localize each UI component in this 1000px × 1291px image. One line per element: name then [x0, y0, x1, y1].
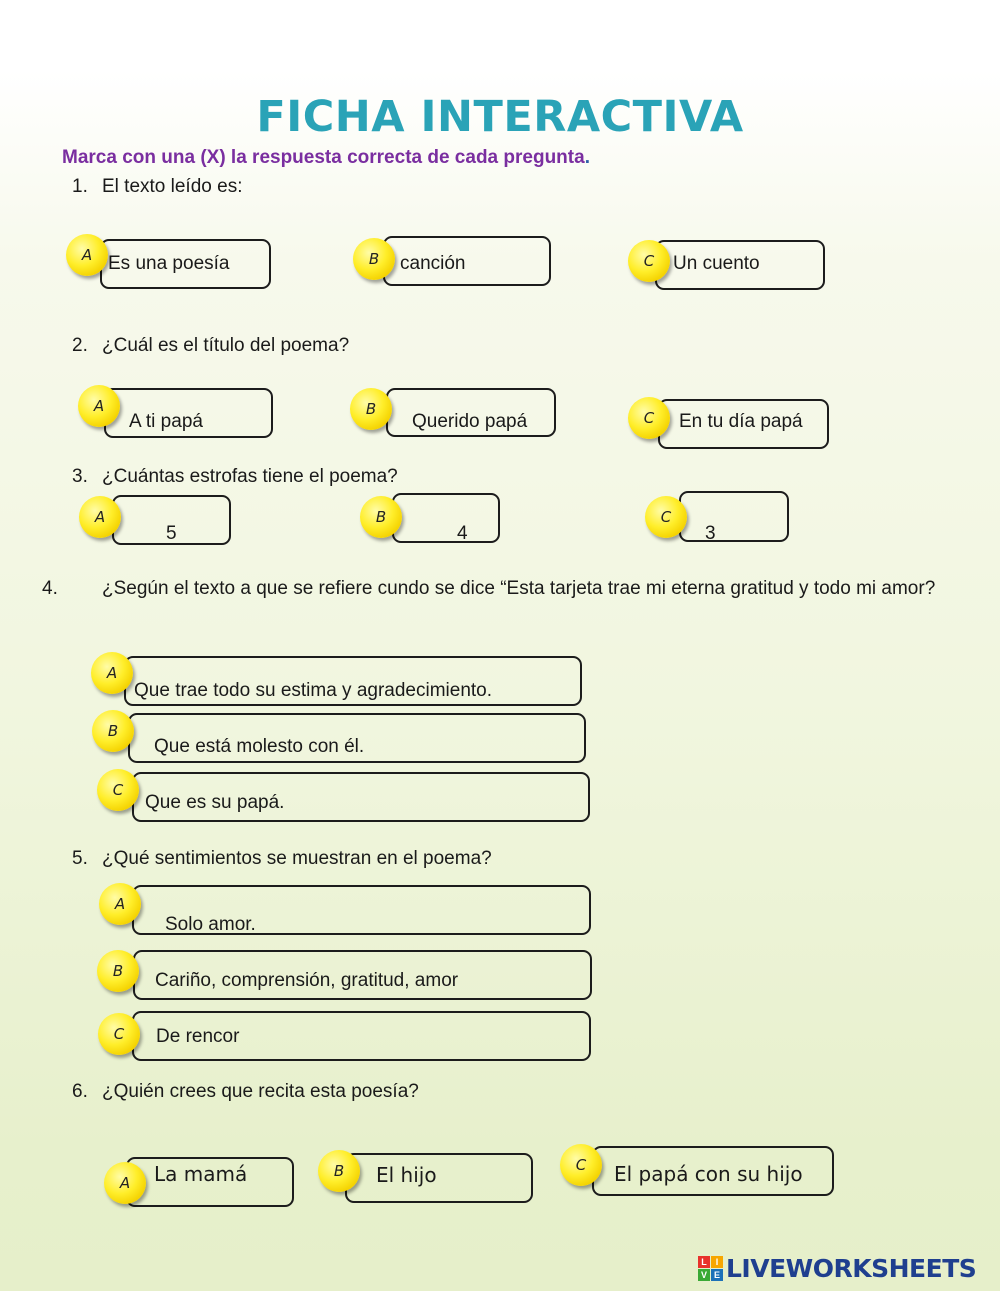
question-text: ¿Cuántas estrofas tiene el poema?	[102, 466, 398, 487]
answer-option-6c[interactable]	[592, 1146, 834, 1196]
instruction-period: .	[584, 147, 590, 168]
option-label: Es una poesía	[108, 253, 230, 274]
question-number: 2.	[72, 335, 88, 356]
page-title: FICHA INTERACTIVA	[256, 92, 744, 142]
option-b-coin[interactable]: B	[350, 388, 392, 430]
question-2	[72, 332, 349, 360]
question-4	[42, 575, 972, 603]
option-label: 3	[705, 523, 716, 544]
option-label: En tu día papá	[679, 411, 803, 432]
option-c-coin[interactable]: C	[628, 240, 670, 282]
answer-option-1c[interactable]	[655, 240, 825, 290]
option-a-coin[interactable]: A	[99, 883, 141, 925]
option-label: Solo amor.	[165, 914, 256, 935]
option-label: El hijo	[376, 1163, 437, 1187]
answer-option-3c[interactable]	[679, 491, 789, 542]
option-a-coin[interactable]: A	[78, 385, 120, 427]
answer-option-4c[interactable]	[132, 772, 590, 822]
option-label: Un cuento	[673, 253, 760, 274]
answer-option-6a[interactable]	[126, 1157, 294, 1207]
question-5	[72, 845, 492, 873]
option-b-coin[interactable]: B	[97, 950, 139, 992]
question-number: 5.	[72, 848, 88, 869]
answer-option-4a[interactable]	[124, 656, 582, 706]
question-6	[72, 1078, 419, 1106]
logo-mark-letter: L	[698, 1256, 710, 1268]
option-label: Que es su papá.	[145, 792, 285, 813]
option-c-coin[interactable]: C	[645, 496, 687, 538]
question-text: ¿Quién crees que recita esta poesía?	[102, 1081, 419, 1102]
question-number: 6.	[72, 1081, 88, 1102]
option-label: El papá con su hijo	[614, 1162, 803, 1186]
answer-option-1a[interactable]	[100, 239, 271, 289]
question-text: ¿Según el texto a que se refiere cundo se dice “Esta tarjeta trae mi eterna gratitud y todo mi amor?	[102, 578, 936, 599]
option-a-coin[interactable]: A	[91, 652, 133, 694]
answer-option-1b[interactable]	[383, 236, 551, 286]
logo-mark-letter: E	[711, 1269, 723, 1281]
question-number: 1.	[72, 176, 88, 197]
logo-text: LIVEWORKSHEETS	[726, 1254, 977, 1283]
question-1	[72, 173, 242, 201]
answer-option-3a[interactable]	[112, 495, 231, 545]
option-label: Que está molesto con él.	[154, 736, 365, 757]
option-label: 4	[457, 523, 468, 544]
answer-option-4b[interactable]	[128, 713, 586, 763]
option-b-coin[interactable]: B	[318, 1150, 360, 1192]
liveworksheets-logo[interactable]	[698, 1254, 976, 1283]
answer-option-2b[interactable]	[386, 388, 556, 437]
option-b-coin[interactable]: B	[360, 496, 402, 538]
option-a-coin[interactable]: A	[104, 1162, 146, 1204]
option-label: 5	[166, 523, 177, 544]
answer-option-3b[interactable]	[392, 493, 500, 543]
question-text: El texto leído es:	[102, 176, 243, 197]
liveworksheets-logo-icon	[698, 1256, 723, 1281]
instruction-label: Marca con una (X) la respuesta correcta de cada pregunta	[62, 147, 585, 168]
option-label: A ti papá	[129, 411, 203, 432]
answer-option-5a[interactable]	[132, 885, 591, 935]
logo-mark-letter: I	[711, 1256, 723, 1268]
logo-mark-letter: V	[698, 1269, 710, 1281]
option-a-coin[interactable]: A	[79, 496, 121, 538]
option-label: La mamá	[154, 1162, 248, 1186]
question-3	[72, 463, 398, 491]
answer-option-6b[interactable]	[345, 1153, 533, 1203]
option-a-coin[interactable]: A	[66, 234, 108, 276]
question-text: ¿Cuál es el título del poema?	[102, 335, 350, 356]
option-label: Que trae todo su estima y agradecimiento.	[134, 680, 493, 701]
option-c-coin[interactable]: C	[98, 1013, 140, 1055]
option-c-coin[interactable]: C	[628, 397, 670, 439]
question-number: 4.	[42, 578, 58, 599]
question-number: 3.	[72, 466, 88, 487]
answer-option-2a[interactable]	[104, 388, 273, 438]
option-label: De rencor	[156, 1026, 240, 1047]
option-label: Cariño, comprensión, gratitud, amor	[155, 970, 459, 991]
option-b-coin[interactable]: B	[353, 238, 395, 280]
option-c-coin[interactable]: C	[97, 769, 139, 811]
instruction-text	[62, 147, 590, 169]
answer-option-5b[interactable]	[133, 950, 592, 1000]
option-label: canción	[400, 253, 466, 274]
answer-option-5c[interactable]	[132, 1011, 591, 1061]
answer-option-2c[interactable]	[658, 399, 829, 449]
option-c-coin[interactable]: C	[560, 1144, 602, 1186]
option-label: Querido papá	[412, 411, 528, 432]
option-b-coin[interactable]: B	[92, 710, 134, 752]
question-text: ¿Qué sentimientos se muestran en el poema?	[102, 848, 492, 869]
